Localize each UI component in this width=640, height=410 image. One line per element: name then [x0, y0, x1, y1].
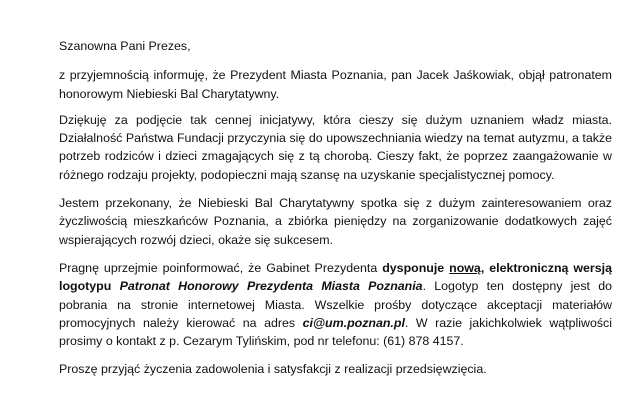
paragraph-belief: Jestem przekonany, że Niebieski Bal Charytatywny spotka się z dużym zainteresowaniem oraz życzliwością mieszkańców Poznania, a zbiórka pieniędzy na zorganizowanie dodatkowych zajęć wspierających rozwój dzieci, okaże się sukcesem.	[59, 196, 612, 247]
letter-body	[59, 37, 612, 379]
logo-bold-dysponuje: dysponuje	[382, 260, 445, 275]
closing-paragraph: Proszę przyjąć życzenia zadowolenia i satysfakcji z realizacji przedsięwzięcia.	[59, 362, 487, 377]
greeting: Szanowna Pani Prezes,	[59, 39, 191, 53]
contact-info: . W razie jakichkolwiek wątpliwości prosimy o kontakt z p. Cezarym Tylińskim, pod nr telefonu: (61) 878 4157.	[59, 315, 612, 349]
logo-bold-version: elektroniczną wersją logotypu	[59, 260, 612, 294]
logo-underlined-new: nową,	[449, 260, 485, 275]
support-sentence: Cieszy fakt, że poprzez zaangażowanie w różnego rodzaju projekty, podopieczni mają szansę na uzyskanie specjalistycznej pomocy.	[59, 149, 612, 182]
paragraph-patronage: z przyjemnością informuję, że Prezydent Miasta Poznania, pan Jacek Jaśkowiak, objął patronatem honorowym Niebieski Bal Charytatywny.	[59, 68, 612, 101]
paragraph-thanks	[59, 111, 612, 184]
logo-intro: Pragnę uprzejmie poinformować, że Gabinet Prezydenta	[59, 260, 378, 275]
logo-title: Patronat Honorowy Prezydenta Miasta Poznania	[119, 279, 423, 294]
contact-email: ci@um.poznan.pl	[302, 315, 405, 330]
logo-availability: . Logotyp ten dostępny jest do pobrania na stronie internetowej Miasta. Wszelkie prośby dotyczące akceptacji materiałów promocyjnych należy kierować na adres	[59, 279, 613, 330]
foundation-sentence: Działalność Państwa Fundacji przyczynia się do upowszechniania wiedzy na temat autyzmu, a także potrzeb rodziców i dzieci zmagających się z tą chorobą.	[59, 131, 612, 164]
paragraph-logo-info	[59, 259, 612, 350]
thanks-sentence: Dziękuję za podjęcie tak cennej inicjatywy, która cieszy się dużym uznaniem władz miasta.	[59, 112, 612, 127]
